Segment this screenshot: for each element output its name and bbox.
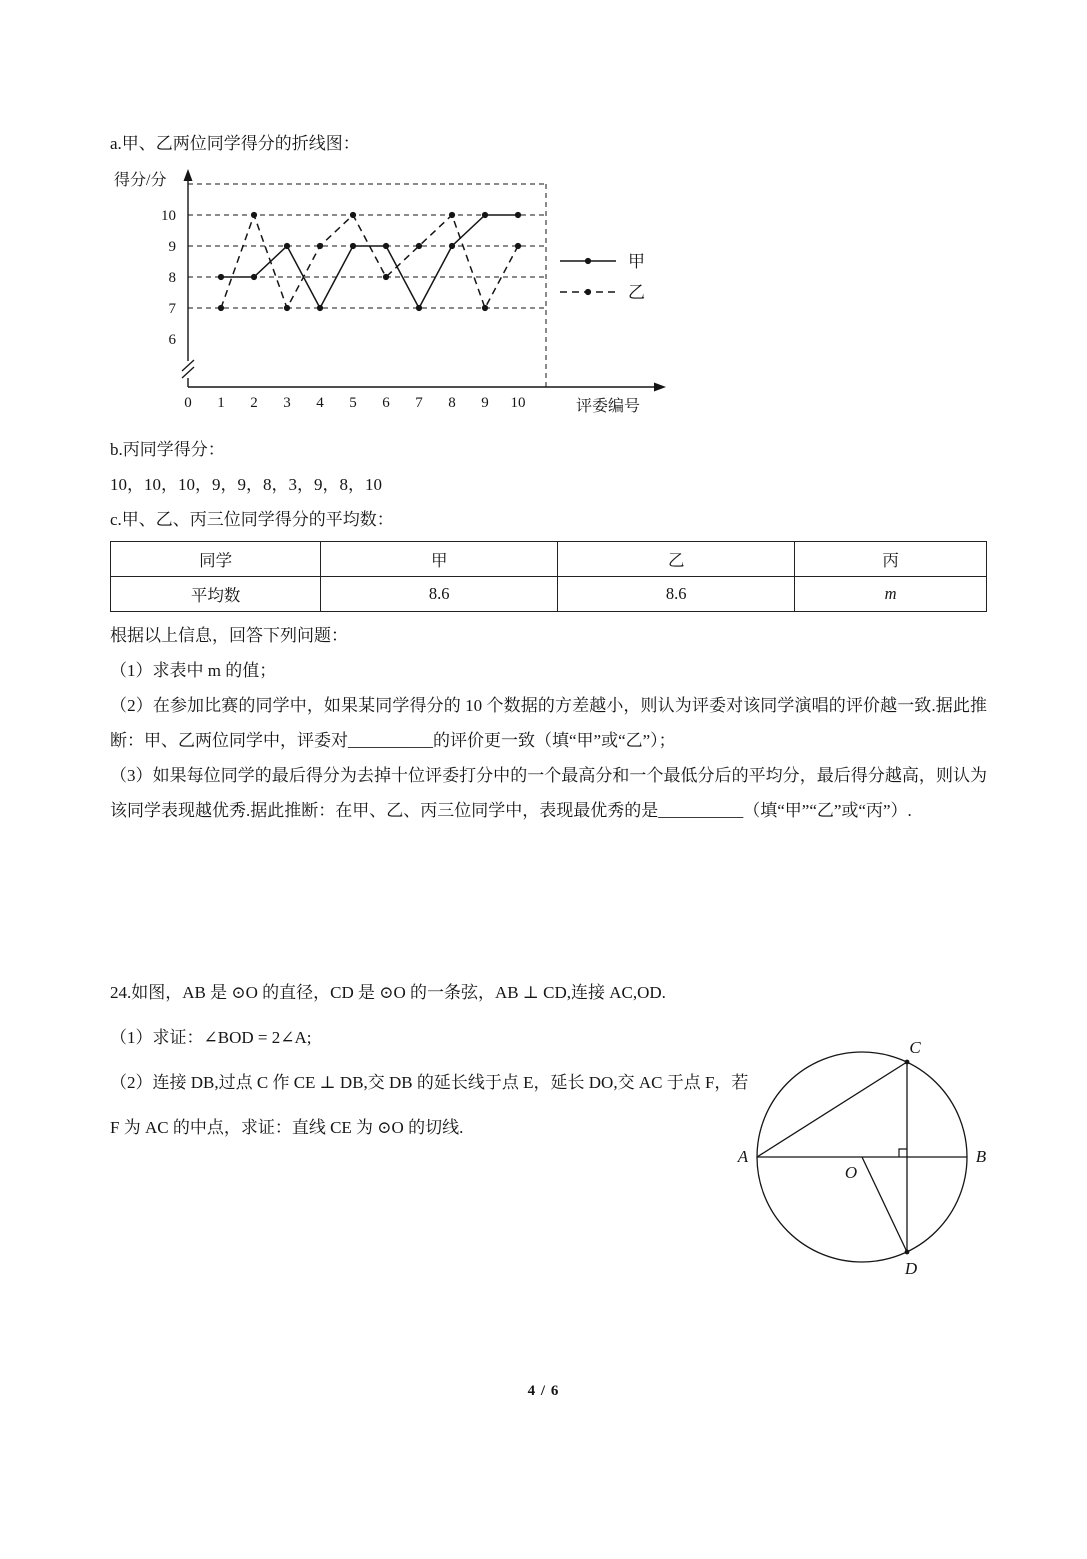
right-angle-mark xyxy=(899,1149,907,1157)
svg-text:2: 2 xyxy=(250,395,258,411)
section-c-label: c.甲、乙、丙三位同学得分的平均数： xyxy=(110,510,394,529)
svg-text:评委编号: 评委编号 xyxy=(576,398,641,415)
svg-text:得分/分: 得分/分 xyxy=(114,172,167,189)
label-D: D xyxy=(904,1259,918,1278)
question-24 xyxy=(110,970,987,1278)
point-D xyxy=(905,1250,910,1255)
table-cell: 8.6 xyxy=(321,577,558,612)
question-24-part1: （1）求证：∠BOD = 2∠A; xyxy=(110,1028,312,1047)
svg-text:9: 9 xyxy=(481,395,489,411)
svg-text:7: 7 xyxy=(415,395,423,411)
table-cell: 8.6 xyxy=(558,577,795,612)
svg-text:4: 4 xyxy=(316,395,324,411)
svg-text:8: 8 xyxy=(448,395,456,411)
svg-text:1: 1 xyxy=(217,395,225,411)
score-line-chart-container xyxy=(108,165,987,432)
question-24-part2: （2）连接 DB,过点 C 作 CE ⊥ DB,交 DB 的延长线于点 E，延长 DO,交 AC 于点 F，若 F 为 AC 的中点，求证：直线 CE 为 ⊙O 的切线. xyxy=(110,1073,749,1137)
section-b-label: b.丙同学得分： xyxy=(110,440,225,459)
table-header-cell: 丙 xyxy=(795,542,987,577)
questions-intro: 根据以上信息，回答下列问题： xyxy=(110,626,348,645)
page-content xyxy=(110,126,987,1291)
svg-text:6: 6 xyxy=(382,395,390,411)
question-24-stem: 24.如图，AB 是 ⊙O 的直径，CD 是 ⊙O 的一条弦，AB ⊥ CD,连接 AC,OD. xyxy=(110,983,666,1002)
question-3: （3）如果每位同学的最后得分为去掉十位评委打分中的一个最高分和一个最低分后的平均分，最后得分越高，则认为该同学表现越优秀.据此推断：在甲、乙、丙三位同学中，表现最优秀的是__________（填“甲”“乙”或“丙”）. xyxy=(110,766,987,820)
svg-text:10: 10 xyxy=(161,208,176,224)
table-cell: 平均数 xyxy=(111,577,321,612)
svg-text:0: 0 xyxy=(184,395,192,411)
circle-diagram-svg xyxy=(730,1029,1015,1291)
table-header-cell: 乙 xyxy=(558,542,795,577)
label-C: C xyxy=(909,1038,921,1057)
label-A: A xyxy=(737,1147,749,1166)
point-C xyxy=(905,1060,910,1065)
page-number: 4 / 6 xyxy=(527,1383,560,1399)
svg-text:乙: 乙 xyxy=(628,283,645,302)
question-2: （2）在参加比赛的同学中，如果某同学得分的 10 个数据的方差越小，则认为评委对该同学演唱的评价越一致.据此推断：甲、乙两位同学中，评委对__________的评价更一致（填“甲”或“乙”）； xyxy=(110,696,987,750)
svg-text:5: 5 xyxy=(349,395,357,411)
table-header-cell: 同学 xyxy=(111,542,321,577)
svg-text:10: 10 xyxy=(510,395,526,411)
svg-text:9: 9 xyxy=(168,239,176,255)
svg-text:6: 6 xyxy=(168,332,176,348)
segment-AC xyxy=(757,1062,907,1157)
question-1: （1）求表中 m 的值； xyxy=(110,661,277,680)
circle-geometry-diagram xyxy=(737,1029,987,1291)
section-a-label: a.甲、乙两位同学得分的折线图： xyxy=(110,134,360,153)
student-bing-scores: 10，10，10，9，9，8，3，9，8，10 xyxy=(110,475,382,494)
table-header-cell: 甲 xyxy=(321,542,558,577)
svg-text:3: 3 xyxy=(283,395,291,411)
svg-text:甲: 甲 xyxy=(628,252,645,271)
svg-text:8: 8 xyxy=(168,270,176,286)
table-header-row xyxy=(111,542,987,577)
svg-text:7: 7 xyxy=(168,301,176,317)
average-score-table xyxy=(110,541,987,612)
score-line-chart xyxy=(108,165,708,427)
segment-OD xyxy=(862,1157,907,1252)
label-B: B xyxy=(975,1147,987,1166)
table-cell-m: m xyxy=(795,577,987,612)
table-value-row xyxy=(111,577,987,612)
label-O: O xyxy=(844,1163,858,1182)
